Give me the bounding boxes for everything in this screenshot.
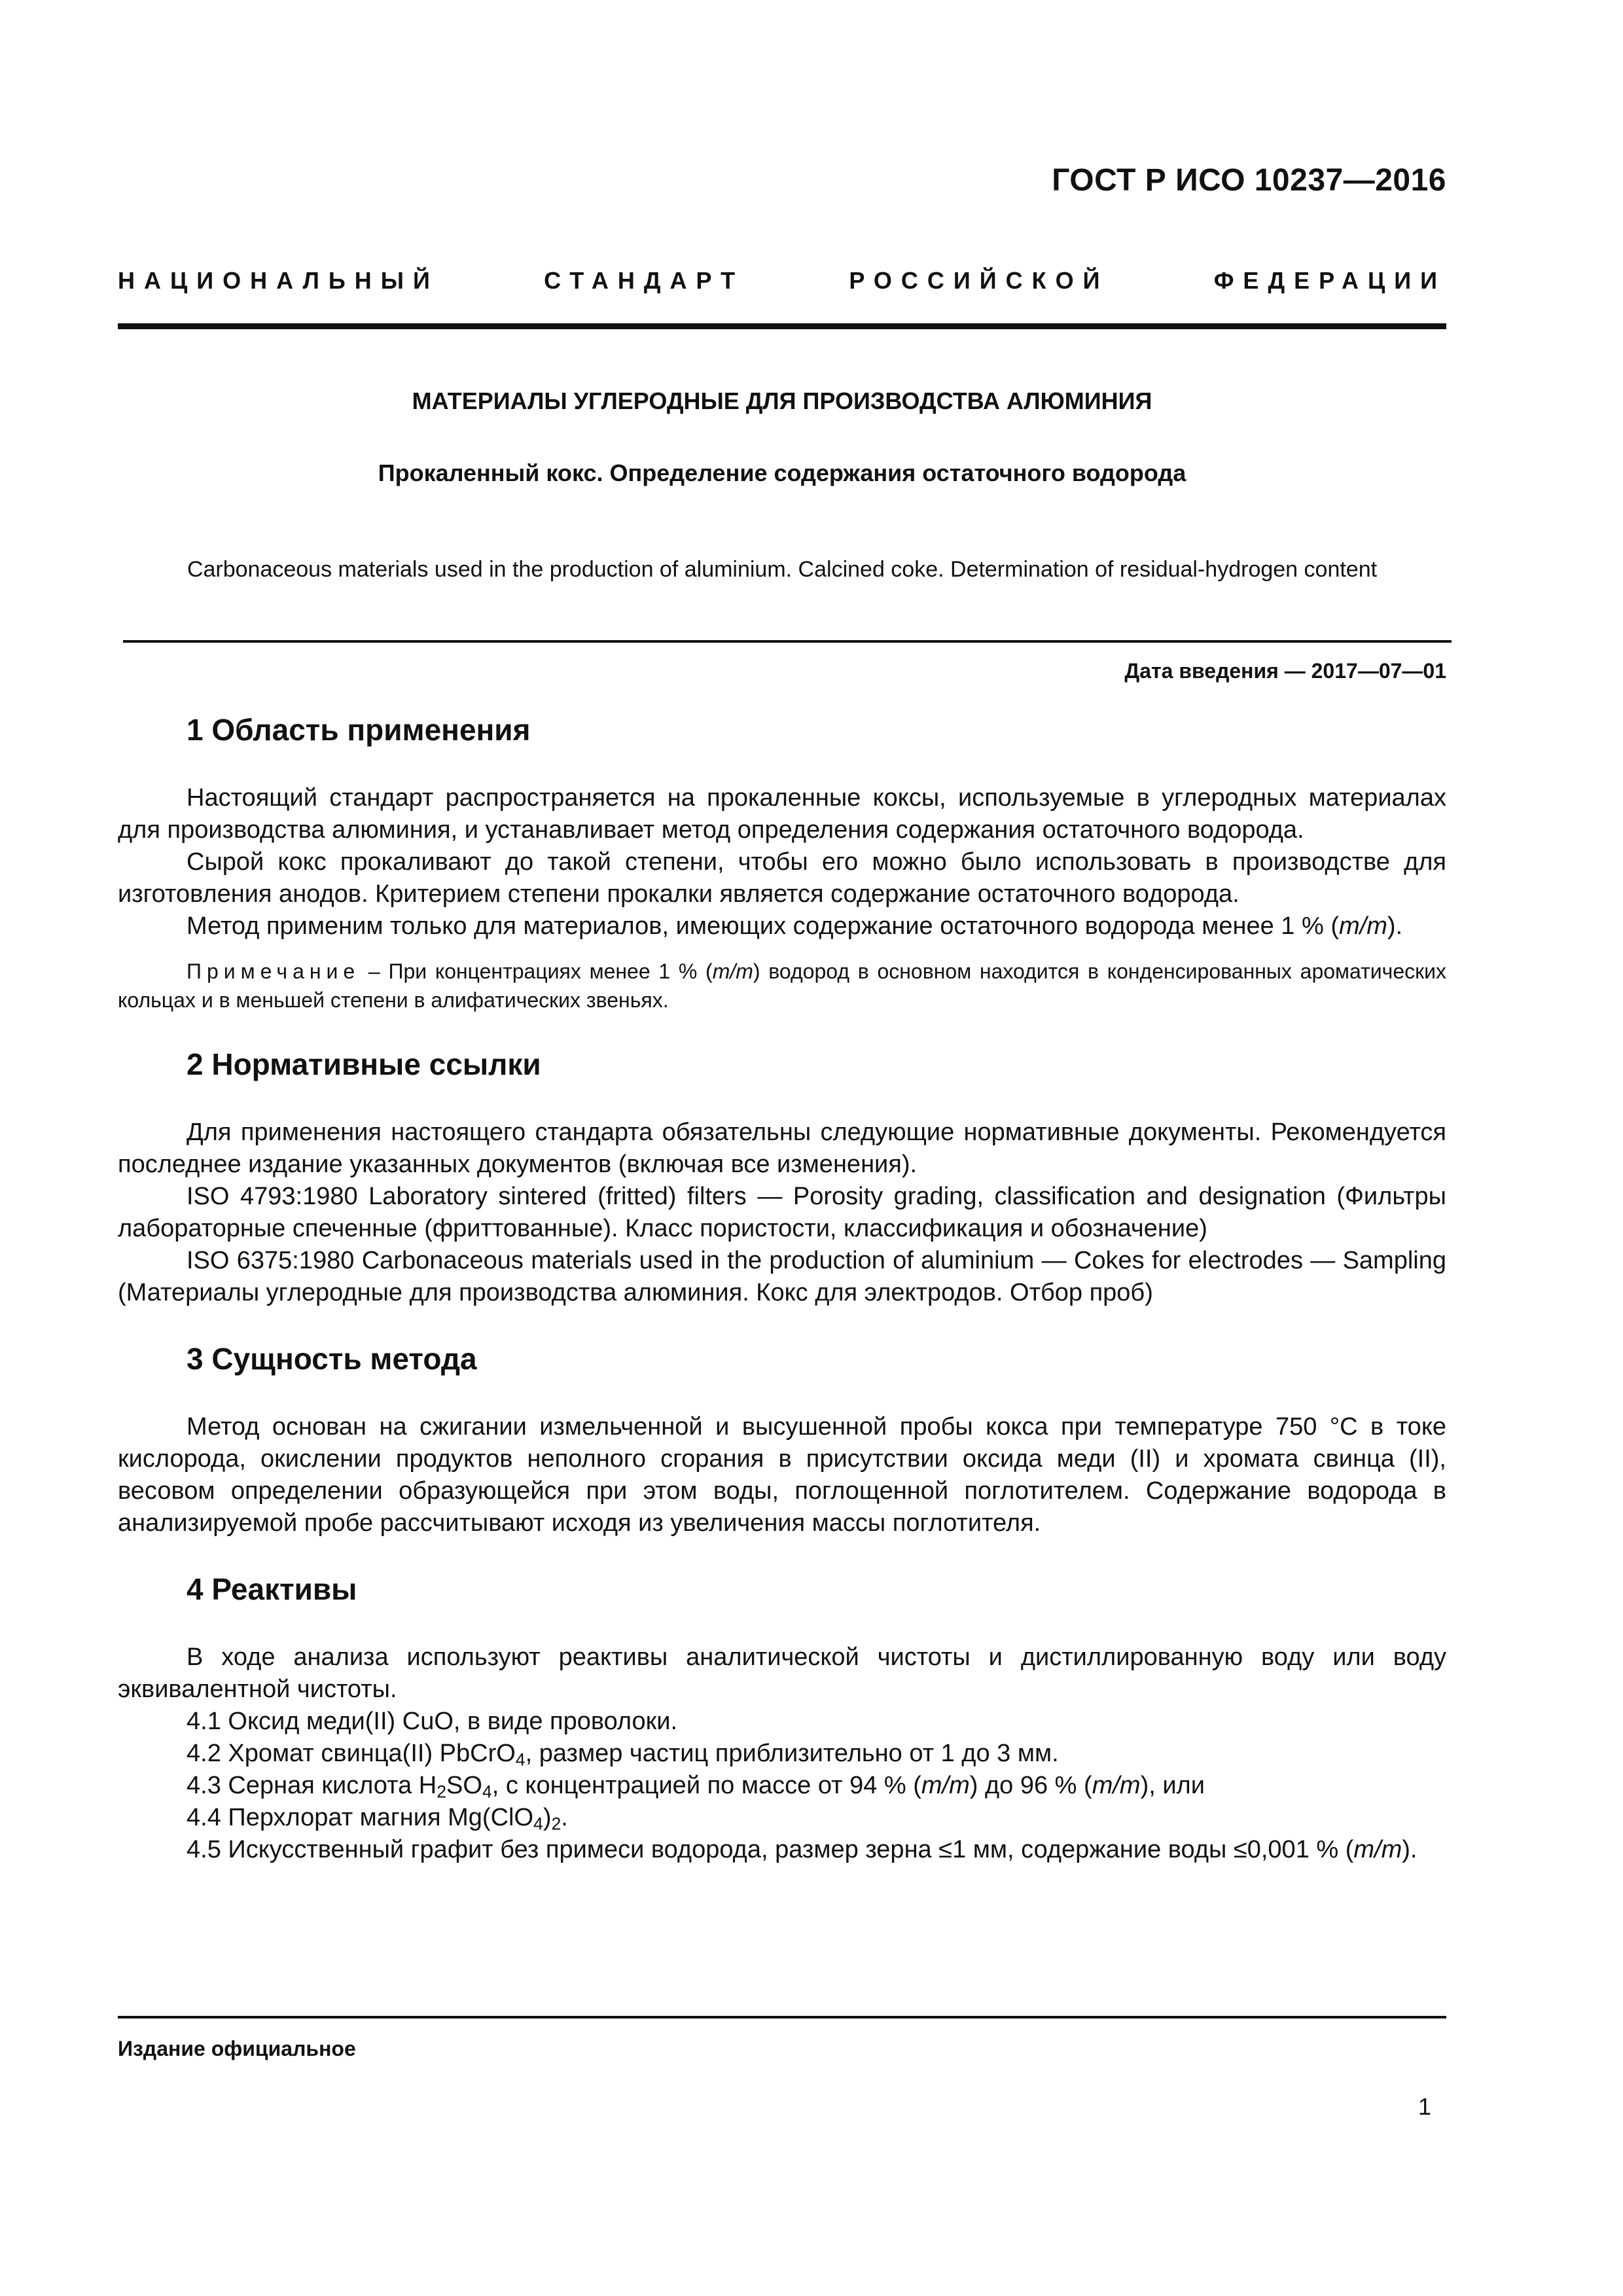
reference-item: ISO 4793:1980 Laboratory sintered (fritted) filters — Porosity grading, classification and designation (Фильтры лабораторные спеченные (фриттованные). Класс пористости, классификация и обозначение)	[118, 1183, 1446, 1242]
reagent-item	[118, 1802, 1446, 1834]
banner-word: СТАНДАРТ	[544, 267, 745, 294]
paragraph: Метод основан на сжигании измельченной и высушенной пробы кокса при температуре 750 °C в токе кислорода, окислении продуктов неполного сгорания в присутствии оксида меди (II) и хромата свинца (II), весовом определении образующейся при этом воды, поглощенной поглотителем. Содержание водорода в анализируемой пробе рассчитывают исходя из увеличения массы поглотителя.	[118, 1413, 1446, 1537]
english-title: Carbonaceous materials used in the production of aluminium. Calcined coke. Determination of residual-hydrogen content	[187, 557, 1378, 582]
text-run: , с концентрацией по массе от 94 % (	[491, 1772, 921, 1799]
footer-divider	[118, 2016, 1446, 2018]
text-run: 4.2 Хромат свинца(II) PbCrO	[187, 1740, 516, 1767]
introduction-date: Дата введения — 2017—07—01	[1124, 659, 1446, 683]
paragraph: Настоящий стандарт распространяется на прокаленные коксы, используемые в углеродных материалах для производства алюминия, и устанавливает метод определения содержания остаточного водорода.	[118, 784, 1446, 844]
reagent-item	[118, 1738, 1446, 1770]
text-run: ) водород в основном находится в конденсированных ароматических кольцах и в меньшей степени в алифатических звеньях.	[118, 960, 1447, 1012]
unit-mm: m/m	[921, 1772, 970, 1799]
note	[118, 957, 1446, 1014]
text-run: SO	[446, 1772, 482, 1799]
banner-word: ФЕДЕРАЦИИ	[1213, 267, 1446, 294]
text-run: ), или	[1140, 1772, 1205, 1799]
subscript: 4	[515, 1749, 526, 1770]
paragraph: В ходе анализа используют реактивы аналитической чистоты и дистиллированную воду или воду эквивалентной чистоты.	[118, 1643, 1446, 1703]
paragraph	[118, 910, 1446, 942]
text-run: ).	[1387, 912, 1403, 940]
page-number: 1	[1418, 2093, 1431, 2120]
document-subtitle: Прокаленный кокс. Определение содержания остаточного водорода	[378, 459, 1186, 486]
document-body	[118, 710, 1446, 1866]
text-run: , размер частиц приблизительно от 1 до 3 мм.	[525, 1740, 1059, 1767]
section-heading: 3 Сущность метода	[187, 1342, 477, 1376]
text-run: – При концентрациях менее 1 % (	[360, 960, 713, 983]
text-run: .	[561, 1804, 568, 1831]
header-divider	[118, 323, 1446, 329]
text-run: ).	[1402, 1836, 1418, 1863]
text-run: )	[543, 1804, 552, 1831]
unit-mm: m/m	[712, 960, 753, 983]
official-edition-label: Издание официальное	[118, 2037, 356, 2060]
section-heading: 2 Нормативные ссылки	[187, 1047, 541, 1081]
banner-word: РОССИЙСКОЙ	[849, 267, 1109, 294]
text-run: 4.5 Искусственный графит без примеси водорода, размер зерна ≤1 мм, содержание воды ≤0,001 % (	[187, 1836, 1354, 1863]
document-title: МАТЕРИАЛЫ УГЛЕРОДНЫЕ ДЛЯ ПРОИЗВОДСТВА АЛЮМИНИЯ	[412, 387, 1152, 414]
subscript: 4	[533, 1814, 543, 1834]
subscript: 4	[482, 1782, 492, 1802]
subscript: 2	[437, 1782, 447, 1802]
section-heading: 1 Область применения	[187, 713, 531, 747]
text-run: ) до 96 % (	[969, 1772, 1092, 1799]
note-label: Примечание	[187, 960, 361, 983]
paragraph: Сырой кокс прокаливают до такой степени, чтобы его можно было использовать в производстве для изготовления анодов. Критерием степени прокалки является содержание остаточного водорода.	[118, 848, 1446, 908]
title-divider	[123, 640, 1452, 643]
unit-mm: m/m	[1339, 912, 1387, 940]
reagent-item	[118, 1770, 1446, 1802]
unit-mm: m/m	[1353, 1836, 1402, 1863]
reagent-item: 4.1 Оксид меди(II) CuO, в виде проволоки.	[187, 1708, 678, 1735]
unit-mm: m/m	[1092, 1772, 1141, 1799]
section-heading: 4 Реактивы	[187, 1572, 357, 1606]
reagent-item	[118, 1834, 1446, 1866]
text-run: Метод применим только для материалов, имеющих содержание остаточного водорода менее 1 % (	[187, 912, 1339, 940]
text-run: 4.3 Серная кислота H	[187, 1772, 437, 1799]
national-standard-banner	[118, 267, 1446, 295]
text-run: 4.4 Перхлорат магния Mg(ClO	[187, 1804, 534, 1831]
reference-item: ISO 6375:1980 Carbonaceous materials used in the production of aluminium — Cokes for electrodes — Sampling (Материалы углеродные для производства алюминия. Кокс для электродов. Отбор проб)	[118, 1247, 1446, 1306]
standard-number: ГОСТ Р ИСО 10237—2016	[1052, 163, 1446, 198]
paragraph: Для применения настоящего стандарта обязательны следующие нормативные документы. Рекомендуется последнее издание указанных документов (включая все изменения).	[118, 1119, 1446, 1178]
subscript: 2	[551, 1814, 562, 1834]
banner-word: НАЦИОНАЛЬНЫЙ	[118, 267, 439, 294]
